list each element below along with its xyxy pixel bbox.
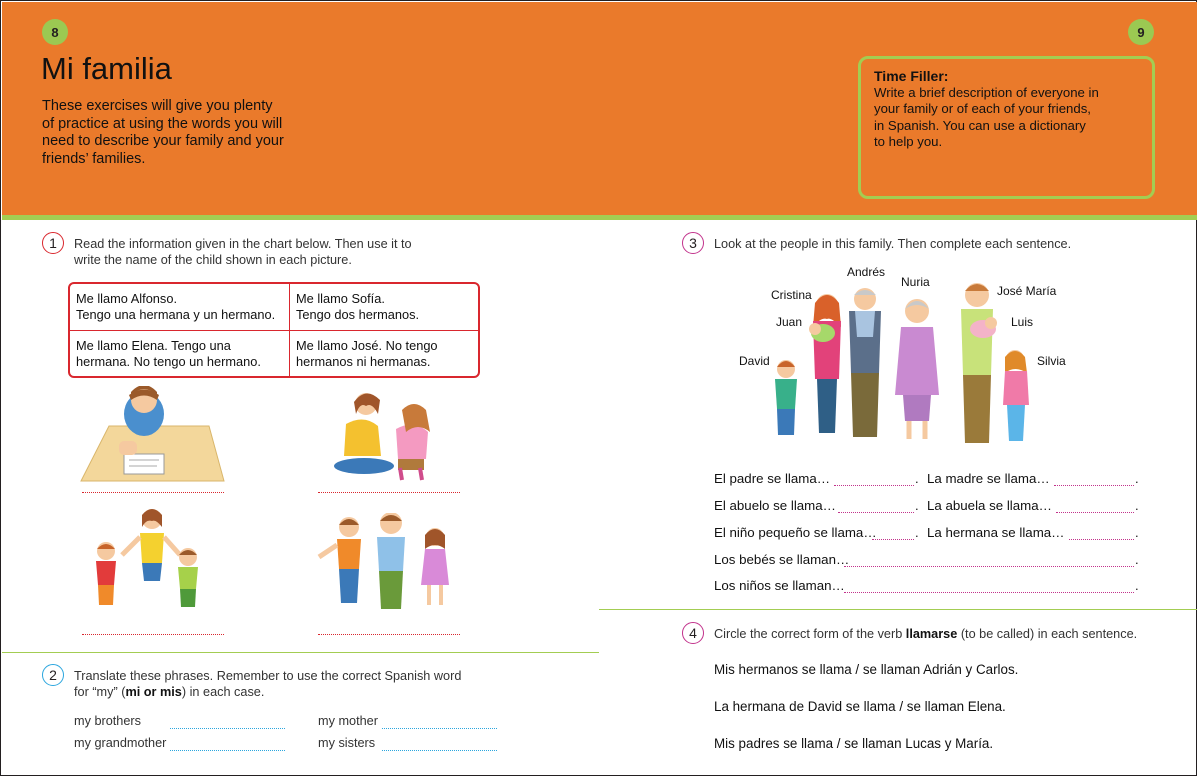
chart-line: Tengo una hermana y un hermano. bbox=[76, 307, 276, 322]
label-nuria: Nuria bbox=[901, 275, 930, 289]
instruction-bold-text: mi or mis bbox=[125, 685, 182, 699]
translation-line-2[interactable] bbox=[382, 728, 497, 729]
blank-children[interactable] bbox=[844, 592, 1134, 593]
family-illustration bbox=[761, 283, 1061, 449]
time-filler-line: Write a brief description of everyone in bbox=[874, 84, 1099, 100]
chart-line: Me llamo José. No tengo bbox=[296, 338, 438, 353]
time-filler-box bbox=[858, 56, 1155, 199]
three-children-illustration bbox=[315, 513, 460, 615]
instruction-line: Read the information given in the chart below. Then use it to bbox=[74, 237, 412, 251]
period: . bbox=[915, 471, 919, 486]
mother-brushing-hair-illustration bbox=[326, 384, 446, 484]
period: . bbox=[915, 498, 919, 513]
instruction-text: Circle the correct form of the verb bbox=[714, 627, 906, 641]
period: . bbox=[1135, 552, 1139, 567]
answer-line-4[interactable] bbox=[318, 634, 460, 635]
circle-sentence-1[interactable]: Mis hermanos se llama / se llaman Adrián y Carlos. bbox=[714, 662, 1019, 677]
phrase-my-brothers: my brothers bbox=[74, 714, 141, 728]
label-juan: Juan bbox=[776, 315, 803, 329]
answer-line-3[interactable] bbox=[82, 634, 224, 635]
blank-mother[interactable] bbox=[1054, 485, 1134, 486]
instruction-text: (to be called) in each sentence. bbox=[957, 627, 1138, 641]
period: . bbox=[915, 525, 919, 540]
exercise-3-instruction: Look at the people in this family. Then complete each sentence. bbox=[714, 237, 1072, 251]
answer-line-1[interactable] bbox=[82, 492, 224, 493]
translation-line-4[interactable] bbox=[382, 750, 497, 751]
intro-line: of practice at using the words you will bbox=[42, 115, 283, 132]
time-filler-line: in Spanish. You can use a dictionary bbox=[874, 117, 1086, 133]
blank-sister[interactable] bbox=[1069, 539, 1134, 540]
translation-line-1[interactable] bbox=[170, 728, 285, 729]
sentence-sister: La hermana se llama… bbox=[927, 525, 1065, 540]
intro-line: These exercises will give you plenty bbox=[42, 98, 273, 114]
label-david: David bbox=[739, 354, 770, 368]
sentence-father: El padre se llama… bbox=[714, 471, 831, 486]
chart-cell-sofia bbox=[289, 284, 478, 330]
page-title: Mi familia bbox=[41, 51, 172, 86]
sentence-little-boy: El niño pequeño se llama… bbox=[714, 525, 877, 540]
answer-line-2[interactable] bbox=[318, 492, 460, 493]
period: . bbox=[1135, 471, 1139, 486]
instruction-line: write the name of the child shown in each picture. bbox=[74, 253, 352, 267]
time-filler-line: to help you. bbox=[874, 134, 943, 149]
blank-grandmother[interactable] bbox=[1056, 512, 1134, 513]
chart-line: hermana. No tengo un hermano. bbox=[76, 354, 261, 369]
label-andres: Andrés bbox=[847, 265, 886, 279]
sentence-grandfather: El abuelo se llama… bbox=[714, 498, 836, 513]
exercise-4-instruction bbox=[714, 626, 1174, 642]
page-number-right: 9 bbox=[1128, 19, 1154, 45]
chart-line: Me llamo Elena. Tengo una bbox=[76, 338, 231, 353]
sentence-babies: Los bebés se llaman… bbox=[714, 552, 850, 567]
label-silvia: Silvia bbox=[1037, 354, 1066, 368]
instruction-text: ) in each case. bbox=[181, 685, 265, 699]
instruction-text: for “my” ( bbox=[74, 685, 126, 699]
exercise-3-number: 3 bbox=[682, 232, 704, 254]
translation-line-3[interactable] bbox=[170, 750, 285, 751]
exercise-2-instruction bbox=[74, 668, 474, 700]
intro-line: need to describe your family and your bbox=[42, 133, 284, 149]
period: . bbox=[1135, 498, 1139, 513]
circle-sentence-2[interactable]: La hermana de David se llama / se llaman Elena. bbox=[714, 699, 1006, 714]
period: . bbox=[1135, 525, 1139, 540]
label-cristina: Cristina bbox=[771, 288, 812, 302]
instruction-bold-text: llamarse bbox=[905, 627, 958, 641]
label-jose-maria: José María bbox=[997, 284, 1057, 298]
exercise-1-instruction bbox=[74, 236, 434, 268]
section-divider-right bbox=[599, 609, 1197, 610]
circle-sentence-3[interactable]: Mis padres se llama / se llaman Lucas y María. bbox=[714, 736, 994, 751]
chart-line: Tengo dos hermanos. bbox=[296, 307, 420, 322]
chart-line: Me llamo Alfonso. bbox=[76, 291, 178, 306]
instruction-line: Translate these phrases. Remember to use the correct Spanish word bbox=[74, 669, 462, 683]
header-stripe bbox=[2, 215, 1197, 220]
phrase-my-grandmother: my grandmother bbox=[74, 736, 167, 750]
chart-cell-elena bbox=[70, 330, 289, 377]
label-luis: Luis bbox=[1011, 315, 1034, 329]
time-filler-heading: Time Filler: bbox=[874, 68, 949, 84]
blank-grandfather[interactable] bbox=[838, 512, 914, 513]
phrase-my-sisters: my sisters bbox=[318, 736, 376, 750]
blank-babies[interactable] bbox=[844, 566, 1134, 567]
intro-line: friends’ families. bbox=[42, 150, 146, 167]
instruction-line bbox=[74, 684, 474, 700]
blank-father[interactable] bbox=[834, 485, 914, 486]
time-filler-line: your family or of each of your friends, bbox=[874, 101, 1091, 116]
boy-writing-illustration bbox=[79, 386, 229, 484]
chart-cell-alfonso bbox=[70, 284, 289, 330]
phrase-my-mother: my mother bbox=[318, 714, 378, 728]
chart-line: Me llamo Sofía. bbox=[296, 291, 385, 306]
info-chart bbox=[68, 282, 480, 378]
chart-line: hermanos ni hermanas. bbox=[296, 354, 431, 369]
sentence-children: Los niños se llaman… bbox=[714, 578, 845, 593]
page-number-left: 8 bbox=[42, 19, 68, 45]
girl-with-brothers-illustration bbox=[86, 507, 221, 615]
period: . bbox=[1135, 578, 1139, 593]
exercise-2-number: 2 bbox=[42, 664, 64, 686]
exercise-4-number: 4 bbox=[682, 622, 704, 644]
sentence-mother: La madre se llama… bbox=[927, 471, 1050, 486]
section-divider-left bbox=[2, 652, 599, 653]
blank-little-boy[interactable] bbox=[872, 539, 914, 540]
chart-cell-jose bbox=[289, 330, 478, 377]
exercise-1-number: 1 bbox=[42, 232, 64, 254]
sentence-grandmother: La abuela se llama… bbox=[927, 498, 1052, 513]
intro-text bbox=[42, 98, 302, 168]
